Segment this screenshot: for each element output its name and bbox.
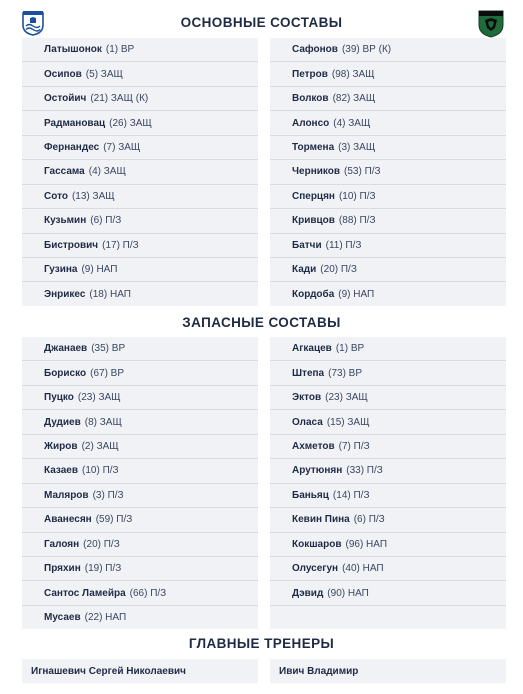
player-number-position: (67) ВР <box>90 367 125 379</box>
player-name: Баньяц <box>292 489 329 501</box>
krasnodar-crest-icon <box>476 8 506 38</box>
player-number-position: (5) ЗАЩ <box>85 68 123 80</box>
player-row <box>270 111 506 134</box>
player-row <box>270 234 506 257</box>
player-row <box>22 484 258 507</box>
player-number-position: (23) ЗАЩ <box>325 392 368 404</box>
player-number-position: (35) ВР <box>91 343 126 355</box>
player-number-position: (18) НАП <box>89 288 131 300</box>
player-name: Жиров <box>44 440 78 452</box>
player-name: Бистрович <box>44 239 99 251</box>
starters-home-list <box>22 38 258 306</box>
player-row <box>270 508 506 531</box>
player-row <box>270 160 506 183</box>
player-number-position: (1) ВР <box>105 44 135 56</box>
player-number-position: (9) НАП <box>338 288 375 300</box>
player-name: Сантос Ламейра <box>44 587 126 599</box>
player-number-position: (13) ЗАЩ <box>71 190 115 202</box>
player-number-position: (7) ЗАЩ <box>103 141 141 153</box>
player-name: Пуцко <box>44 392 74 404</box>
player-row <box>22 386 258 409</box>
player-row <box>22 160 258 183</box>
player-number-position: (8) ЗАЩ <box>84 416 122 428</box>
player-row <box>22 361 258 384</box>
player-number-position: (10) П/З <box>82 465 119 477</box>
player-name: Черников <box>292 166 341 178</box>
player-row <box>22 533 258 556</box>
player-name: Латышонок <box>44 44 102 56</box>
subs-title: ЗАПАСНЫЕ СОСТАВЫ <box>182 315 341 330</box>
player-name: Дэвид <box>292 587 324 599</box>
player-name: Казаев <box>44 465 79 477</box>
player-number-position: (33) П/З <box>346 465 383 477</box>
player-name: Кевин Пина <box>292 514 350 526</box>
player-row <box>270 337 506 360</box>
player-name: Маляров <box>44 489 89 501</box>
player-name: Арутюнян <box>292 465 343 477</box>
player-row <box>22 337 258 360</box>
player-row <box>22 282 258 305</box>
player-number-position: (40) НАП <box>342 563 384 575</box>
player-number-position: (20) П/З <box>83 538 120 550</box>
player-row <box>22 38 258 61</box>
player-name: Гассама <box>44 166 85 178</box>
player-row <box>270 136 506 159</box>
player-name: Радмановац <box>44 117 106 129</box>
player-row <box>270 533 506 556</box>
player-name: Волков <box>292 93 329 105</box>
player-row <box>270 435 506 458</box>
player-row <box>270 410 506 433</box>
player-number-position: (96) НАП <box>345 538 388 550</box>
player-row <box>270 361 506 384</box>
player-number-position: (6) П/З <box>353 514 385 526</box>
player-number-position: (6) П/З <box>90 215 122 227</box>
player-name: Кокшаров <box>292 538 342 550</box>
player-number-position: (53) П/З <box>344 166 381 178</box>
player-number-position: (90) НАП <box>327 587 369 599</box>
player-number-position: (19) П/З <box>84 563 122 575</box>
player-number-position: (11) П/З <box>325 239 362 251</box>
player-row <box>22 87 258 110</box>
player-number-position: (22) НАП <box>84 612 127 624</box>
player-number-position: (7) П/З <box>338 440 370 452</box>
player-name: Дудиев <box>44 416 81 428</box>
player-name: Джанаев <box>44 343 88 355</box>
player-name: Гузина <box>44 264 78 276</box>
player-row <box>270 386 506 409</box>
player-name: Агкацев <box>292 343 332 355</box>
player-row <box>22 62 258 85</box>
player-row <box>22 209 258 232</box>
player-name: Олусегун <box>292 563 339 575</box>
player-number-position: (59) П/З <box>95 514 133 526</box>
subs-away-list <box>270 337 506 629</box>
player-name: Сафонов <box>292 44 338 56</box>
player-name: Ахметов <box>292 440 335 452</box>
player-name: Энрикес <box>44 288 86 300</box>
player-number-position: (98) ЗАЩ <box>331 68 375 80</box>
player-number-position: (73) ВР <box>328 367 363 379</box>
player-row <box>22 185 258 208</box>
player-number-position: (17) П/З <box>102 239 139 251</box>
starters-away-list <box>270 38 506 306</box>
player-name: Кривцов <box>292 215 335 227</box>
player-number-position: (9) НАП <box>81 264 118 276</box>
player-row <box>270 185 506 208</box>
player-number-position: (2) ЗАЩ <box>81 440 119 452</box>
player-row <box>270 209 506 232</box>
player-number-position: (4) ЗАЩ <box>333 117 371 129</box>
player-row <box>270 606 506 629</box>
subs-table <box>22 337 506 629</box>
player-number-position: (4) ЗАЩ <box>88 166 126 178</box>
player-number-position: (10) П/З <box>338 190 376 202</box>
player-name: Сото <box>44 190 68 202</box>
player-row <box>270 38 506 61</box>
player-number-position: (26) ЗАЩ <box>109 117 152 129</box>
coach-away: Ивич Владимир <box>270 659 506 683</box>
player-name: Осипов <box>44 68 82 80</box>
player-name: Пряхин <box>44 563 81 575</box>
player-row <box>22 258 258 281</box>
player-row <box>22 410 258 433</box>
player-row <box>270 282 506 305</box>
coaches-table <box>22 659 506 683</box>
player-number-position: (88) П/З <box>338 215 376 227</box>
player-number-position: (66) П/З <box>129 587 167 599</box>
player-number-position: (21) ЗАЩ (К) <box>90 93 149 105</box>
player-name: Кордоба <box>292 288 335 300</box>
player-row <box>22 136 258 159</box>
player-name: Мусаев <box>44 612 81 624</box>
player-row <box>270 62 506 85</box>
player-number-position: (3) ЗАЩ <box>338 141 376 153</box>
player-number-position: (3) П/З <box>92 489 124 501</box>
player-name: Остойич <box>44 93 87 105</box>
player-name: Алонсо <box>292 117 330 129</box>
player-row <box>270 581 506 604</box>
player-name: Штепа <box>292 367 325 379</box>
player-number-position: (23) ЗАЩ <box>77 392 121 404</box>
player-name: Кади <box>292 264 317 276</box>
player-number-position: (1) ВР <box>335 343 365 355</box>
player-name: Сперцян <box>292 190 335 202</box>
player-name: Аванесян <box>44 514 92 526</box>
player-name: Кузьмин <box>44 215 87 227</box>
player-row <box>22 581 258 604</box>
player-number-position: (14) П/З <box>332 489 370 501</box>
player-name: Батчи <box>292 239 322 251</box>
lineups-title: ОСНОВНЫЕ СОСТАВЫ <box>180 15 343 30</box>
player-row <box>22 234 258 257</box>
player-row <box>22 606 258 629</box>
player-name: Петров <box>292 68 328 80</box>
player-number-position: (20) П/З <box>320 264 357 276</box>
player-row <box>22 508 258 531</box>
starters-table <box>22 38 506 306</box>
player-number-position: (39) ВР (К) <box>341 44 392 56</box>
player-number-position: (82) ЗАЩ <box>332 93 376 105</box>
player-row <box>22 557 258 580</box>
player-row <box>22 111 258 134</box>
player-number-position: (15) ЗАЩ <box>326 416 370 428</box>
player-name: Бориско <box>44 367 87 379</box>
player-name: Эктов <box>292 392 322 404</box>
player-row <box>270 557 506 580</box>
subs-home-list <box>22 337 258 629</box>
player-row <box>270 87 506 110</box>
player-row <box>22 435 258 458</box>
player-row <box>22 459 258 482</box>
coach-home: Игнашевич Сергей Николаевич <box>22 659 258 683</box>
coaches-title: ГЛАВНЫЕ ТРЕНЕРЫ <box>188 636 335 651</box>
player-name: Галоян <box>44 538 80 550</box>
player-name: Оласа <box>292 416 323 428</box>
player-row <box>270 258 506 281</box>
player-row <box>270 484 506 507</box>
player-name: Тормена <box>292 141 335 153</box>
player-row <box>270 459 506 482</box>
player-name: Фернандес <box>44 141 100 153</box>
